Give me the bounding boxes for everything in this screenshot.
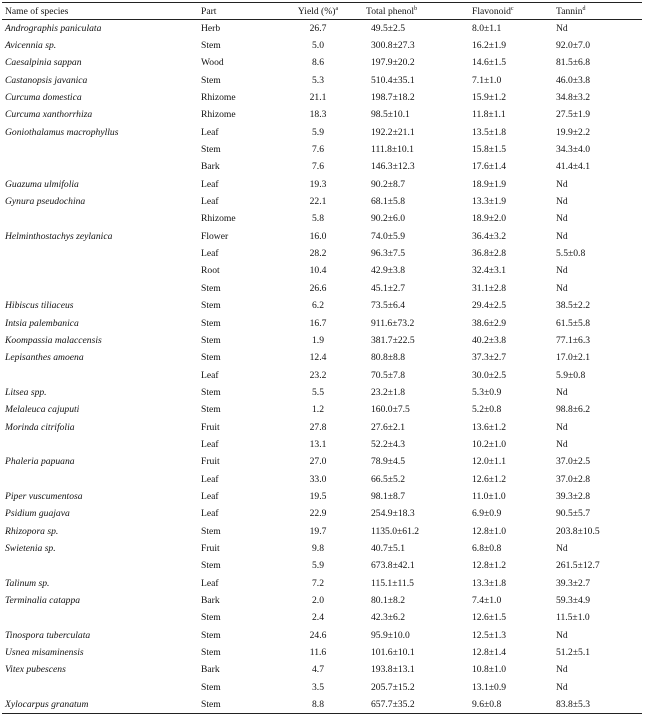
part-cell: Stem (201, 525, 221, 537)
part-cell: Stem (201, 334, 221, 346)
yield-cell: 1.9 (312, 334, 324, 346)
total-phenol-cell: 205.7±15.2 (371, 681, 415, 693)
yield-cell: 19.7 (309, 525, 327, 537)
flavonoid-cell: 14.6±1.5 (472, 57, 507, 69)
tannin-cell: 5.5±0.8 (556, 248, 586, 260)
total-phenol-cell: 98.5±10.1 (371, 109, 410, 121)
tannin-cell: Nd (556, 386, 568, 398)
species-cell (2, 280, 198, 297)
species-cell: Morinda citrifolia (5, 421, 75, 433)
yield-cell: 27.0 (309, 456, 327, 468)
table-row (2, 262, 642, 279)
yield-cell: 5.8 (312, 213, 324, 225)
total-phenol-cell: 1135.0±61.2 (371, 525, 420, 537)
total-phenol-cell: 42.9±3.8 (371, 265, 406, 277)
part-cell: Bark (201, 664, 220, 676)
table-row (2, 540, 642, 557)
yield-cell: 12.4 (309, 352, 327, 364)
tannin-cell: 83.8±5.3 (553, 696, 642, 713)
table-row (2, 280, 642, 297)
yield-cell: 10.4 (309, 265, 327, 277)
species-cell: Rhizopora sp. (5, 525, 59, 537)
species-cell: Gynura pseudochina (5, 196, 86, 208)
table-row (2, 505, 642, 522)
total-phenol-cell: 111.8±10.1 (371, 144, 414, 156)
flavonoid-cell: 5.3±0.9 (472, 386, 502, 398)
header-tannin: Tannin$^d$ (553, 3, 642, 20)
yield-cell: 13.1 (309, 438, 327, 450)
table-row (2, 72, 642, 89)
tannin-cell: 81.5±6.8 (556, 57, 591, 69)
flavonoid-cell: 15.9±1.2 (472, 92, 507, 104)
yield-cell: 5.3 (312, 74, 324, 86)
part-cell: Leaf (201, 126, 219, 138)
tannin-cell: 39.3±2.7 (556, 577, 591, 589)
table-row (2, 488, 642, 505)
table-row (2, 470, 642, 487)
table-row (2, 297, 642, 314)
species-cell: Melaleuca cajuputi (5, 404, 80, 416)
tannin-cell: 203.8±10.5 (556, 525, 600, 537)
table-body (2, 20, 642, 714)
total-phenol-cell: 160.0±7.5 (371, 404, 410, 416)
table-row (2, 575, 642, 592)
species-cell: Curcuma xanthorrhiza (5, 109, 93, 121)
header-tannin-note: d (582, 5, 586, 12)
tannin-cell: 51.2±5.1 (556, 647, 591, 659)
yield-cell: 1.2 (312, 404, 324, 416)
part-cell: Bark (201, 595, 220, 607)
total-phenol-cell: 657.7±35.2 (363, 696, 469, 713)
tannin-cell: 61.5±5.8 (556, 317, 591, 329)
tannin-cell: 38.5±2.2 (556, 300, 591, 312)
total-phenol-cell: 42.3±6.2 (371, 612, 406, 624)
total-phenol-cell: 27.6±2.1 (371, 421, 406, 433)
flavonoid-cell: 18.9±1.9 (472, 178, 507, 190)
total-phenol-cell: 193.8±13.1 (371, 664, 415, 676)
part-cell: Leaf (201, 577, 219, 589)
species-cell: Vitex pubescens (5, 664, 66, 676)
flavonoid-cell: 12.8±1.4 (472, 647, 507, 659)
table-row (2, 193, 642, 210)
table-row (2, 592, 642, 609)
tannin-cell: Nd (556, 681, 568, 693)
table-row (2, 158, 642, 175)
tannin-cell: 39.3±2.8 (556, 490, 591, 502)
header-yield-note: a (335, 5, 339, 12)
tannin-cell: 90.5±5.7 (556, 508, 591, 520)
header-flavonoid-note: c (510, 5, 514, 12)
species-cell: Piper vuscumentosa (5, 490, 83, 502)
flavonoid-cell: 36.8±2.8 (472, 248, 507, 260)
part-cell: Root (201, 265, 220, 277)
species-cell: Usnea misaminensis (5, 647, 84, 659)
tannin-cell: 41.4±4.1 (556, 161, 591, 173)
flavonoid-cell: 15.8±1.5 (472, 144, 507, 156)
flavonoid-cell: 5.2±0.8 (472, 404, 502, 416)
total-phenol-cell: 68.1±5.8 (371, 196, 406, 208)
species-cell: Phaleria papuana (5, 456, 75, 468)
tannin-cell: 77.1±6.3 (556, 334, 591, 346)
yield-cell: 19.5 (309, 490, 327, 502)
header-part: Part (198, 3, 273, 20)
yield-cell: 6.2 (312, 300, 324, 312)
total-phenol-cell: 98.1±8.7 (371, 490, 406, 502)
species-cell: Litsea spp. (5, 386, 47, 398)
species-cell: Tinospora tuberculata (5, 629, 91, 641)
part-cell: Fruit (201, 542, 220, 554)
tannin-cell: Nd (556, 438, 568, 450)
flavonoid-cell: 32.4±3.1 (472, 265, 507, 277)
tannin-cell: Nd (556, 213, 568, 225)
flavonoid-cell: 6.8±0.8 (472, 542, 502, 554)
total-phenol-cell: 49.5±2.5 (371, 22, 406, 34)
total-phenol-cell: 510.4±35.1 (371, 74, 415, 86)
species-cell (2, 609, 198, 626)
part-cell: Leaf (201, 178, 219, 190)
total-phenol-cell: 254.9±18.3 (371, 508, 415, 520)
part-cell: Rhizome (201, 213, 236, 225)
tannin-cell: 34.8±3.2 (556, 92, 591, 104)
yield-cell: 7.6 (312, 161, 324, 173)
header-species: Name of species (2, 3, 198, 20)
part-cell: Stem (201, 300, 221, 312)
yield-cell: 33.0 (309, 473, 327, 485)
table-row (2, 366, 642, 383)
flavonoid-cell: 13.6±1.2 (472, 421, 507, 433)
flavonoid-cell: 7.4±1.0 (472, 595, 502, 607)
part-cell: Fruit (201, 456, 220, 468)
tannin-cell: Nd (556, 22, 568, 34)
part-cell: Leaf (201, 473, 219, 485)
flavonoid-cell: 12.8±1.2 (472, 560, 507, 572)
species-cell: Curcuma domestica (5, 92, 82, 104)
tannin-cell: Nd (556, 178, 568, 190)
yield-cell: 9.8 (312, 542, 324, 554)
table-row (2, 332, 642, 349)
part-cell: Stem (198, 696, 273, 713)
total-phenol-cell: 96.3±7.5 (371, 248, 406, 260)
total-phenol-cell: 381.7±22.5 (371, 334, 415, 346)
flavonoid-cell: 9.6±0.8 (469, 696, 553, 713)
tannin-cell: 37.0±2.5 (556, 456, 591, 468)
table-row (2, 679, 642, 696)
flavonoid-cell: 10.2±1.0 (472, 438, 507, 450)
yield-cell: 5.9 (312, 560, 324, 572)
species-cell: Koompassia malaccensis (5, 334, 102, 346)
part-cell: Leaf (201, 196, 219, 208)
part-cell: Leaf (201, 490, 219, 502)
species-cell (2, 210, 198, 227)
table-row (2, 661, 642, 678)
table-row (2, 37, 642, 54)
header-yield: Yield (%)$^a$ (273, 3, 363, 20)
table-row (2, 106, 642, 123)
species-cell: Talinum sp. (5, 577, 50, 589)
part-cell: Fruit (201, 421, 220, 433)
total-phenol-cell: 45.1±2.7 (371, 282, 406, 294)
flavonoid-cell: 17.6±1.4 (472, 161, 507, 173)
header-total-phenol: Total phenol$^b$ (363, 3, 469, 20)
species-cell: Lepisanthes amoena (5, 352, 84, 364)
table-row (2, 418, 642, 435)
species-cell: Terminalia catappa (5, 595, 81, 607)
total-phenol-cell: 673.8±42.1 (371, 560, 415, 572)
yield-cell: 22.1 (309, 196, 327, 208)
total-phenol-cell: 115.1±11.5 (371, 577, 414, 589)
total-phenol-cell: 95.9±10.0 (371, 629, 410, 641)
flavonoid-cell: 31.1±2.8 (472, 282, 507, 294)
yield-cell: 19.3 (309, 178, 327, 190)
part-cell: Leaf (201, 369, 219, 381)
part-cell: Stem (201, 560, 221, 572)
flavonoid-cell: 29.4±2.5 (472, 300, 507, 312)
part-cell: Stem (201, 681, 221, 693)
table-row (2, 210, 642, 227)
total-phenol-cell: 70.5±7.8 (371, 369, 406, 381)
tannin-cell: 19.9±2.2 (556, 126, 591, 138)
tannin-cell: 17.0±2.1 (556, 352, 591, 364)
total-phenol-cell: 80.8±8.8 (371, 352, 406, 364)
table-row (2, 557, 642, 574)
flavonoid-cell: 13.5±1.8 (472, 126, 507, 138)
species-cell (2, 141, 198, 158)
yield-cell: 26.7 (309, 22, 327, 34)
table-row (2, 245, 642, 262)
yield-cell: 11.6 (309, 647, 327, 659)
part-cell: Stem (201, 647, 221, 659)
total-phenol-cell: 73.5±6.4 (371, 300, 406, 312)
species-cell (2, 366, 198, 383)
part-cell: Stem (201, 612, 221, 624)
table-row (2, 54, 642, 71)
part-cell: Stem (201, 352, 221, 364)
table-row (2, 696, 642, 713)
total-phenol-cell: 146.3±12.3 (371, 161, 415, 173)
yield-cell: 2.0 (312, 595, 324, 607)
table-row (2, 349, 642, 366)
flavonoid-cell: 30.0±2.5 (472, 369, 507, 381)
tannin-cell: Nd (556, 230, 568, 242)
species-cell: Andrographis paniculata (5, 22, 102, 34)
total-phenol-cell: 101.6±10.1 (371, 647, 415, 659)
tannin-cell: 37.0±2.8 (556, 473, 591, 485)
part-cell: Stem (201, 282, 221, 294)
flavonoid-cell: 7.1±1.0 (472, 74, 502, 86)
total-phenol-cell: 911.6±73.2 (371, 317, 415, 329)
table-row (2, 401, 642, 418)
total-phenol-cell: 66.5±5.2 (371, 473, 406, 485)
flavonoid-cell: 40.2±3.8 (472, 334, 507, 346)
yield-cell: 4.7 (312, 664, 324, 676)
yield-cell: 7.6 (312, 144, 324, 156)
yield-cell: 27.8 (309, 421, 327, 433)
yield-cell: 3.5 (312, 681, 324, 693)
species-cell: Xylocarpus granatum (2, 696, 198, 713)
total-phenol-cell: 74.0±5.9 (371, 230, 406, 242)
yield-cell: 18.3 (309, 109, 327, 121)
yield-cell: 26.6 (309, 282, 327, 294)
part-cell: Stem (201, 74, 221, 86)
species-cell (2, 436, 198, 453)
table-row (2, 228, 642, 245)
flavonoid-cell: 11.0±1.0 (472, 490, 506, 502)
flavonoid-cell: 12.8±1.0 (472, 525, 507, 537)
tannin-cell: 11.5±1.0 (556, 612, 590, 624)
total-phenol-cell: 90.2±6.0 (371, 213, 406, 225)
table-row (2, 20, 642, 37)
part-cell: Stem (201, 629, 221, 641)
part-cell: Rhizome (201, 92, 236, 104)
total-phenol-cell: 52.2±4.3 (371, 438, 406, 450)
species-cell (2, 557, 198, 574)
part-cell: Flower (201, 230, 229, 242)
flavonoid-cell: 18.9±2.0 (472, 213, 507, 225)
tannin-cell: 92.0±7.0 (556, 40, 591, 52)
tannin-cell: 27.5±1.9 (556, 109, 591, 121)
table-row (2, 627, 642, 644)
flavonoid-cell: 12.0±1.1 (472, 456, 507, 468)
total-phenol-cell: 23.2±1.8 (371, 386, 406, 398)
header-phenol-note: b (414, 5, 418, 12)
species-cell (2, 679, 198, 696)
header-flavonoid: Flavonoid$^c$ (469, 3, 553, 20)
table-row (2, 141, 642, 158)
flavonoid-cell: 12.6±1.5 (472, 612, 507, 624)
table-row (2, 89, 642, 106)
species-cell: Swietenia sp. (5, 542, 56, 554)
tannin-cell: 5.9±0.8 (556, 369, 586, 381)
total-phenol-cell: 300.8±27.3 (371, 40, 415, 52)
table-row (2, 436, 642, 453)
table-row (2, 314, 642, 331)
tannin-cell: Nd (556, 664, 568, 676)
tannin-cell: 34.3±4.0 (556, 144, 591, 156)
table-row (2, 644, 642, 661)
part-cell: Herb (201, 22, 221, 34)
table-row (2, 453, 642, 470)
part-cell: Wood (201, 57, 224, 69)
part-cell: Bark (201, 161, 220, 173)
tannin-cell: 46.0±3.8 (556, 74, 591, 86)
tannin-cell: Nd (556, 421, 568, 433)
yield-cell: 21.1 (309, 92, 327, 104)
part-cell: Stem (201, 404, 221, 416)
tannin-cell: Nd (556, 196, 568, 208)
species-table (2, 2, 642, 714)
part-cell: Leaf (201, 248, 219, 260)
flavonoid-cell: 13.1±0.9 (472, 681, 507, 693)
yield-cell: 5.9 (312, 126, 324, 138)
part-cell: Leaf (201, 438, 219, 450)
species-cell: Guazuma ulmifolia (5, 178, 79, 190)
total-phenol-cell: 40.7±5.1 (371, 542, 406, 554)
total-phenol-cell: 78.9±4.5 (371, 456, 406, 468)
total-phenol-cell: 197.9±20.2 (371, 57, 415, 69)
flavonoid-cell: 13.3±1.9 (472, 196, 507, 208)
flavonoid-cell: 12.5±1.3 (472, 629, 507, 641)
yield-cell: 22.9 (309, 508, 327, 520)
species-cell: Goniothalamus macrophyllus (5, 126, 119, 138)
flavonoid-cell: 16.2±1.9 (472, 40, 507, 52)
flavonoid-cell: 13.3±1.8 (472, 577, 507, 589)
tannin-cell: 59.3±4.9 (556, 595, 591, 607)
yield-cell: 5.0 (312, 40, 324, 52)
species-cell (2, 470, 198, 487)
part-cell: Leaf (201, 508, 219, 520)
yield-cell: 16.7 (309, 317, 327, 329)
tannin-cell: 261.5±12.7 (556, 560, 600, 572)
species-cell: Caesalpinia sappan (5, 57, 82, 69)
part-cell: Rhizome (201, 109, 236, 121)
part-cell: Stem (201, 317, 221, 329)
species-cell: Psidium guajava (5, 508, 70, 520)
table-header (2, 3, 642, 20)
table-row (2, 124, 642, 141)
yield-cell: 7.2 (312, 577, 324, 589)
yield-cell: 28.2 (309, 248, 327, 260)
table-row (2, 384, 642, 401)
species-cell (2, 158, 198, 175)
flavonoid-cell: 11.8±1.1 (472, 109, 506, 121)
tannin-cell: Nd (556, 542, 568, 554)
species-cell: Avicennia sp. (5, 40, 57, 52)
flavonoid-cell: 8.0±1.1 (472, 22, 502, 34)
yield-cell: 8.8 (273, 696, 363, 713)
total-phenol-cell: 198.7±18.2 (371, 92, 415, 104)
species-cell: Hibiscus tiliaceus (5, 300, 74, 312)
tannin-cell: 98.8±6.2 (556, 404, 591, 416)
yield-cell: 2.4 (312, 612, 324, 624)
part-cell: Stem (201, 40, 221, 52)
flavonoid-cell: 12.6±1.2 (472, 473, 507, 485)
species-cell: Helminthostachys zeylanica (5, 230, 113, 242)
table-row (2, 609, 642, 626)
species-cell (2, 262, 198, 279)
table-row (2, 176, 642, 193)
flavonoid-cell: 36.4±3.2 (472, 230, 507, 242)
table-row (2, 522, 642, 539)
yield-cell: 23.2 (309, 369, 327, 381)
tannin-cell: Nd (556, 282, 568, 294)
tannin-cell: Nd (556, 629, 568, 641)
species-cell: Castanopsis javanica (5, 74, 88, 86)
flavonoid-cell: 6.9±0.9 (472, 508, 502, 520)
tannin-cell: Nd (556, 265, 568, 277)
species-cell (2, 245, 198, 262)
yield-cell: 24.6 (309, 629, 327, 641)
flavonoid-cell: 38.6±2.9 (472, 317, 507, 329)
total-phenol-cell: 80.1±8.2 (371, 595, 406, 607)
yield-cell: 8.6 (312, 57, 324, 69)
total-phenol-cell: 192.2±21.1 (371, 126, 415, 138)
part-cell: Stem (201, 144, 221, 156)
yield-cell: 5.5 (312, 386, 324, 398)
species-cell: Intsia palembanica (5, 317, 79, 329)
header-row (2, 3, 642, 20)
flavonoid-cell: 37.3±2.7 (472, 352, 507, 364)
total-phenol-cell: 90.2±8.7 (371, 178, 406, 190)
flavonoid-cell: 10.8±1.0 (472, 664, 507, 676)
yield-cell: 16.0 (309, 230, 327, 242)
part-cell: Stem (201, 386, 221, 398)
